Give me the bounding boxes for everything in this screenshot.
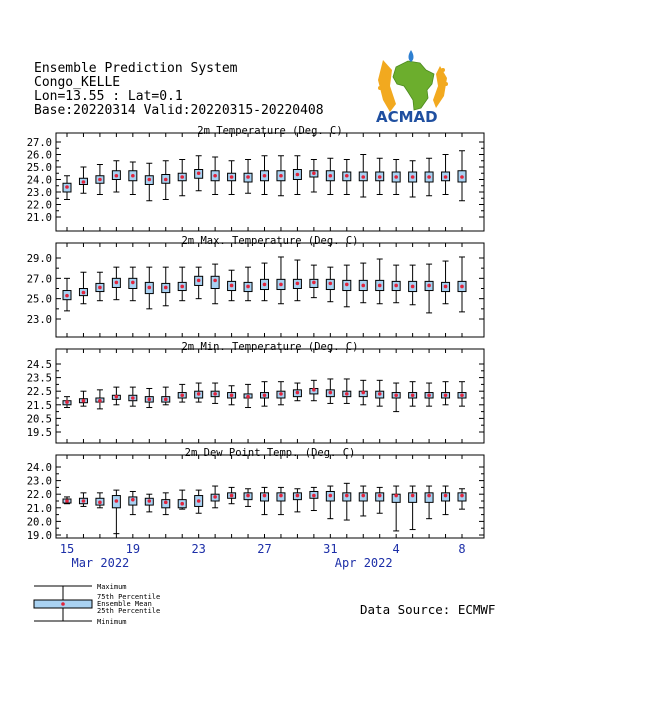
box-28 [277, 487, 285, 514]
y-tick-label: 25.0 [26, 293, 52, 306]
panel-title: 2m Min. Temperature (Deg. C) [181, 341, 359, 353]
box-8 [458, 151, 466, 201]
box-28 [277, 257, 285, 304]
y-tick-label: 19.0 [26, 530, 52, 542]
mean-dot [329, 494, 333, 498]
box-28 [277, 156, 285, 196]
box-16 [79, 167, 87, 193]
box-25 [228, 161, 236, 195]
panel-2 [27, 235, 484, 337]
y-tick-label: 24.5 [26, 359, 52, 371]
box-26 [244, 160, 252, 194]
y-tick-label: 21.5 [26, 399, 52, 412]
mean-dot [98, 286, 102, 290]
mean-dot [115, 499, 119, 503]
box-3 [376, 487, 384, 513]
mean-dot [197, 499, 201, 503]
mean-dot [197, 171, 201, 175]
y-tick-label: 21.0 [26, 502, 52, 515]
box-19 [129, 267, 137, 301]
africa-continent-icon [393, 61, 434, 110]
mean-dot [444, 393, 448, 397]
mean-dot [378, 284, 382, 288]
box-30 [310, 160, 318, 193]
box-20 [145, 267, 153, 309]
mean-dot [279, 392, 283, 396]
x-tick-label: 8 [458, 542, 466, 556]
y-tick-label: 19.5 [26, 427, 52, 439]
mean-dot [411, 393, 415, 397]
mean-dot [230, 393, 234, 397]
mean-dot [329, 282, 333, 286]
x-tick-label: 15 [59, 542, 75, 556]
mean-dot [115, 395, 119, 399]
panel-title: 2m Temperature (Deg. C) [197, 125, 343, 137]
box-22 [178, 160, 186, 196]
box-17 [96, 165, 104, 195]
box-19 [129, 491, 137, 514]
mean-dot [65, 185, 69, 189]
mean-dot [312, 494, 316, 498]
mean-dot [180, 502, 184, 506]
mean-dot [147, 499, 151, 503]
mean-dot [65, 499, 69, 503]
mean-dot [427, 284, 431, 288]
mean-dot [378, 392, 382, 396]
box-5 [409, 265, 417, 305]
box-31 [326, 267, 334, 302]
mean-dot [213, 174, 217, 178]
mean-dot [164, 178, 168, 182]
mean-dot [279, 494, 283, 498]
box-17 [96, 493, 104, 508]
mean-dot [82, 291, 86, 295]
panel-1 [27, 125, 484, 231]
box-1 [343, 160, 351, 195]
y-tick-label: 21.0 [26, 212, 52, 224]
mean-dot [394, 393, 398, 397]
y-tick-label: 23.0 [26, 187, 52, 199]
box-8 [458, 382, 466, 406]
mean-dot [345, 494, 349, 498]
mean-dot [213, 392, 217, 396]
mean-dot [180, 393, 184, 397]
y-tick-label: 25.0 [26, 162, 52, 174]
box-17 [96, 272, 104, 300]
box-29 [293, 383, 301, 401]
mean-dot [115, 174, 119, 178]
mean-dot [460, 494, 464, 498]
mean-dot [460, 393, 464, 397]
box-2 [359, 263, 367, 303]
mean-dot [361, 391, 365, 395]
box-1 [343, 483, 351, 520]
box-22 [178, 267, 186, 301]
mean-dot [411, 285, 415, 289]
data-source: Data Source: ECMWF [360, 602, 496, 617]
box-7 [442, 261, 450, 304]
box-5 [409, 161, 417, 197]
mean-dot [131, 174, 135, 178]
box-23 [195, 383, 203, 402]
mean-dot [131, 396, 135, 400]
panel-3 [27, 341, 484, 443]
mean-dot [279, 283, 283, 287]
box-15 [63, 176, 71, 200]
mean-dot [345, 283, 349, 287]
x-month-label: Apr 2022 [334, 556, 393, 570]
box-23 [195, 490, 203, 513]
box-4 [392, 486, 400, 531]
box-24 [211, 486, 219, 508]
box-20 [145, 388, 153, 407]
box-21 [162, 161, 170, 200]
box-1 [343, 265, 351, 307]
mean-dot [164, 501, 168, 505]
mean-dot [361, 494, 365, 498]
box-7 [442, 382, 450, 405]
box-3 [376, 158, 384, 194]
legend-p25-label: 25th Percentile [97, 607, 161, 615]
iqr-box [211, 276, 219, 288]
mean-dot [82, 399, 86, 403]
x-month-label: Mar 2022 [71, 556, 130, 570]
mean-dot [147, 178, 151, 182]
box-2 [359, 155, 367, 198]
mean-dot [427, 393, 431, 397]
mean-dot [147, 398, 151, 402]
mean-dot [147, 286, 151, 290]
box-27 [261, 263, 269, 301]
mean-dot [394, 175, 398, 179]
box-30 [310, 380, 318, 400]
panel-frame [56, 243, 484, 337]
mean-dot [98, 178, 102, 182]
y-tick-label: 27.0 [26, 273, 52, 286]
mean-dot [312, 281, 316, 285]
box-7 [442, 155, 450, 195]
mean-dot [411, 494, 415, 498]
box-6 [425, 383, 433, 406]
box-16 [79, 391, 87, 406]
box-4 [392, 265, 400, 303]
mean-dot [460, 175, 464, 179]
water-drop-icon [409, 50, 414, 62]
mean-dot [263, 494, 267, 498]
box-27 [261, 487, 269, 514]
box-18 [112, 267, 120, 300]
mean-dot [296, 173, 300, 177]
header-line-2: Congo_KELLE [34, 75, 121, 90]
mean-dot [411, 175, 415, 179]
mean-dot [361, 284, 365, 288]
box-25 [228, 270, 236, 301]
x-tick-label: 23 [191, 542, 206, 556]
box-29 [293, 489, 301, 512]
box-30 [310, 487, 318, 510]
box-15 [63, 278, 71, 311]
box-19 [129, 387, 137, 406]
mean-dot [312, 171, 316, 175]
mean-dot [329, 174, 333, 178]
mean-dot [444, 494, 448, 498]
panel-title: 2m Dew Point Temp. (Deg. C) [184, 447, 356, 459]
box-6 [425, 264, 433, 313]
box-4 [392, 383, 400, 412]
x-tick-label: 27 [257, 542, 272, 556]
mean-dot [345, 174, 349, 178]
x-tick-label: 19 [125, 542, 141, 556]
box-17 [96, 390, 104, 409]
y-tick-label: 22.5 [26, 386, 52, 399]
legend-min-label: Minimum [97, 618, 127, 626]
y-tick-label: 23.5 [26, 372, 52, 385]
mean-dot [444, 285, 448, 289]
mean-dot [378, 494, 382, 498]
y-tick-label: 24.0 [26, 174, 52, 187]
x-tick-label: 4 [392, 542, 400, 556]
legend-p75-label: 75th Percentile [97, 593, 161, 601]
box-5 [409, 382, 417, 406]
box-21 [162, 267, 170, 306]
mean-dot [378, 175, 382, 179]
mean-dot [131, 498, 135, 502]
box-20 [145, 494, 153, 512]
box-31 [326, 379, 334, 403]
y-tick-label: 24.0 [26, 462, 52, 474]
box-21 [162, 493, 170, 515]
mean-dot [296, 494, 300, 498]
mean-dot [230, 284, 234, 288]
header-line-1: Ensemble Prediction System [34, 61, 238, 76]
mean-dot [213, 495, 217, 499]
mean-dot [164, 286, 168, 290]
mean-dot [329, 391, 333, 395]
mean-dot [312, 388, 316, 392]
box-1 [343, 379, 351, 403]
mean-dot [361, 175, 365, 179]
mean-dot [345, 392, 349, 396]
box-15 [63, 397, 71, 408]
box-15 [63, 497, 71, 504]
mean-dot [82, 180, 86, 184]
mean-dot [263, 174, 267, 178]
chart-panels [27, 125, 484, 542]
mean-dot [246, 494, 250, 498]
box-23 [195, 156, 203, 191]
box-19 [129, 162, 137, 195]
box-27 [261, 382, 269, 406]
y-tick-label: 22.0 [26, 489, 52, 502]
box-22 [178, 384, 186, 402]
mean-dot [444, 175, 448, 179]
mean-dot [65, 400, 69, 404]
mean-dot [427, 175, 431, 179]
panel-4 [27, 447, 484, 542]
box-16 [79, 272, 87, 304]
mean-dot [180, 285, 184, 289]
mean-dot [279, 174, 283, 178]
mean-dot [427, 494, 431, 498]
box-6 [425, 158, 433, 196]
y-tick-label: 27.0 [26, 137, 52, 149]
y-tick-label: 29.0 [26, 253, 52, 265]
box-26 [244, 384, 252, 407]
box-2 [359, 380, 367, 404]
mean-dot [296, 391, 300, 395]
box-26 [244, 489, 252, 507]
x-axis [60, 542, 466, 570]
box-2 [359, 486, 367, 516]
box-6 [425, 486, 433, 519]
box-18 [112, 490, 120, 534]
mean-dot [296, 282, 300, 286]
mean-dot [263, 283, 267, 287]
panel-title: 2m Max. Temperature (Deg. C) [181, 235, 359, 247]
y-tick-label: 22.0 [26, 199, 52, 212]
box-27 [261, 156, 269, 195]
mean-dot [230, 175, 234, 179]
legend-max-label: Maximum [97, 583, 127, 591]
box-22 [178, 490, 186, 509]
box-3 [376, 380, 384, 406]
box-31 [326, 158, 334, 194]
y-tick-label: 20.0 [26, 516, 52, 529]
legend [34, 583, 160, 626]
box-23 [195, 267, 203, 299]
box-31 [326, 486, 334, 519]
y-tick-label: 26.0 [26, 149, 52, 162]
mean-dot [180, 175, 184, 179]
header-line-3: Lon=13.55 : Lat=0.1 [34, 89, 183, 104]
mean-dot [82, 499, 86, 503]
mean-dot [246, 395, 250, 399]
header-line-4: Base:20220314 Valid:20220315-20220408 [34, 103, 324, 118]
panel-frame [56, 133, 484, 231]
legend-mean-label: Ensemble Mean [97, 600, 152, 608]
box-24 [211, 157, 219, 195]
box-24 [211, 383, 219, 403]
box-5 [409, 486, 417, 530]
mean-dot [460, 285, 464, 289]
mean-dot [197, 392, 201, 396]
mean-dot [394, 494, 398, 498]
mean-dot [164, 398, 168, 402]
box-25 [228, 487, 236, 503]
mean-dot [230, 494, 234, 498]
mean-dot [197, 279, 201, 283]
mean-dot [263, 393, 267, 397]
mean-dot [65, 294, 69, 298]
x-tick-label: 31 [323, 542, 338, 556]
box-8 [458, 257, 466, 312]
y-tick-label: 23.0 [26, 314, 52, 326]
box-21 [162, 387, 170, 405]
box-29 [293, 260, 301, 301]
box-8 [458, 489, 466, 509]
box-3 [376, 259, 384, 304]
mean-dot [98, 501, 102, 505]
logo-text: ACMAD [376, 108, 438, 126]
box-16 [79, 493, 87, 507]
mean-dot [213, 279, 217, 283]
box-18 [112, 387, 120, 405]
legend-mean-dot [61, 602, 65, 606]
box-4 [392, 160, 400, 195]
mean-dot [98, 399, 102, 403]
box-7 [442, 486, 450, 515]
box-20 [145, 163, 153, 201]
y-tick-label: 20.5 [26, 413, 52, 426]
africa-map-logo [376, 50, 448, 126]
mean-dot [115, 281, 119, 285]
mean-dot [131, 281, 135, 285]
mean-dot [394, 284, 398, 288]
box-25 [228, 386, 236, 405]
box-26 [244, 267, 252, 301]
mean-dot [246, 285, 250, 289]
box-18 [112, 161, 120, 192]
box-29 [293, 156, 301, 195]
y-tick-label: 23.0 [26, 475, 52, 488]
box-28 [277, 382, 285, 405]
box-24 [211, 264, 219, 304]
mean-dot [246, 175, 250, 179]
box-30 [310, 265, 318, 298]
